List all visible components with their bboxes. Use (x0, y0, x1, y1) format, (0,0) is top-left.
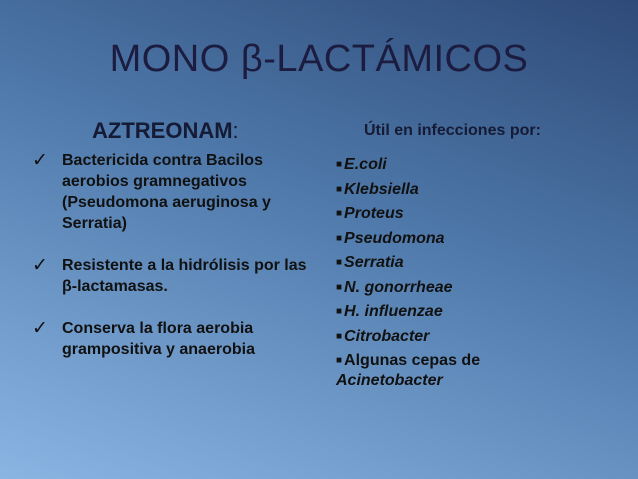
list-item (32, 150, 322, 234)
list-item (336, 155, 616, 175)
pathogen-note: Algunas cepas de (344, 352, 481, 369)
square-bullet-icon: ■ (336, 257, 343, 268)
list-item (336, 204, 616, 224)
list-item-text: Resistente a la hidrólisis por las β-lactamasas. (62, 257, 307, 295)
list-item (336, 180, 616, 200)
square-bullet-icon: ■ (336, 281, 343, 293)
pathogen-name: Klebsiella (344, 180, 419, 198)
list-item (336, 278, 616, 298)
properties-list (32, 150, 322, 381)
list-item (336, 229, 616, 249)
list-item (336, 327, 616, 347)
list-item (336, 253, 616, 273)
list-item (336, 351, 616, 391)
list-item-text: Bactericida contra Bacilos aerobios gramnegativos (Pseudomona aeruginosa y Serratia) (62, 152, 271, 232)
pathogen-name: N. gonorrheae (344, 278, 453, 296)
drug-heading (92, 118, 239, 144)
drug-name: AZTREONAM (92, 118, 233, 143)
square-bullet-icon: ■ (336, 183, 343, 195)
square-bullet-icon: ■ (336, 159, 343, 170)
pathogen-name: Serratia (344, 254, 404, 271)
square-bullet-icon: ■ (336, 355, 343, 366)
slide-title: MONO β-LACTÁMICOS (109, 38, 529, 80)
list-item-text: Conserva la flora aerobia grampositiva y anaerobia (62, 320, 255, 358)
infections-heading: Útil en infecciones por: (364, 122, 541, 139)
square-bullet-icon: ■ (336, 330, 343, 342)
pathogen-name: H. influenzae (344, 303, 443, 320)
list-item (336, 302, 616, 322)
square-bullet-icon: ■ (336, 208, 343, 219)
pathogen-list (336, 155, 616, 396)
checkmark-icon: ✓ (32, 255, 48, 276)
pathogen-name: E.coli (344, 156, 387, 173)
pathogen-name: Pseudomona (344, 229, 445, 247)
pathogen-name: Proteus (344, 205, 404, 222)
list-item (32, 255, 322, 297)
square-bullet-icon: ■ (336, 232, 343, 244)
checkmark-icon: ✓ (32, 150, 48, 171)
pathogen-name: Acinetobacter (336, 372, 443, 389)
pathogen-name: Citrobacter (344, 327, 430, 345)
list-item (32, 318, 322, 360)
drug-heading-colon: : (232, 118, 239, 143)
square-bullet-icon: ■ (336, 306, 343, 317)
checkmark-icon: ✓ (32, 318, 48, 339)
